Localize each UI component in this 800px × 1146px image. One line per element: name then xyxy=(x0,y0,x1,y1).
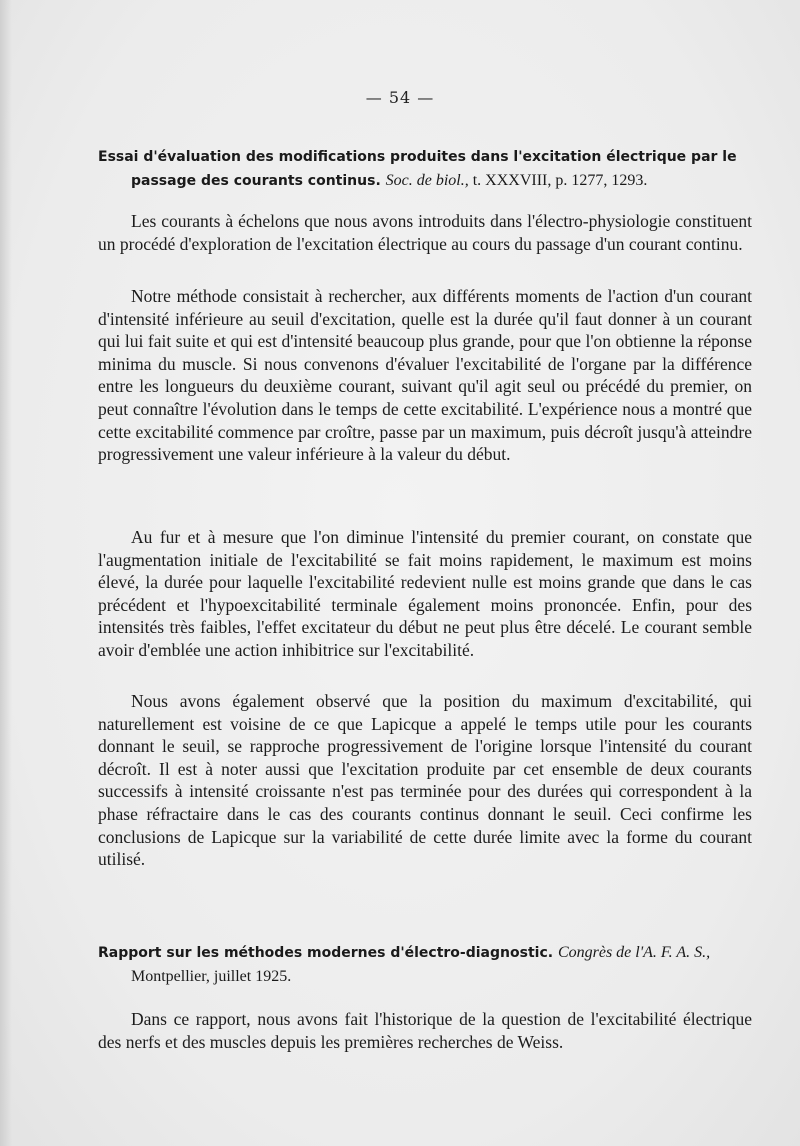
paragraph: Les courants à échelons que nous avons introduits dans l'électro-physiologie constituent un procédé d'exploration de l'excitation électrique au cours du passage d'un courant continu. xyxy=(98,211,752,254)
binding-shadow xyxy=(0,0,12,1146)
paragraph: Nous avons également observé que la position du maximum d'excitabilité, qui naturellement est voisine de ce que Lapicque a appelé le temps utile pour les courants donnant le seuil, se rapproche progressivement de l'origine lorsque l'intensité du courant décroît. Il est à noter aussi que l'excitation produite par cet ensemble de deux courants successifs à intensité croissante n'est pas terminée pour des durées qui correspondent à la phase réfractaire dans le cas des courants continus donnant le seuil. Ceci confirme les conclusions de Lapicque sur la variabilité de cette durée limite avec la forme du courant utilisé. xyxy=(98,691,752,870)
page-number: — 54 — xyxy=(365,88,435,107)
paragraph: Notre méthode consistait à rechercher, aux différents moments de l'action d'un courant d'intensité inférieure au seuil d'excitation, quelle est la durée qu'il faut donner à un courant qui lui fait suite et qui est d'intensité beaucoup plus grande, pour que l'on obtienne la réponse minima du muscle. Si nous convenons d'évaluer l'excitabilité de l'organe par la différence entre les longueurs du deuxième courant, suivant qu'il agit seul ou précédé du premier, on peut connaître l'évolution dans le temps de cette excitabilité. L'expérience nous a montré que cette excitabilité commence par croître, passe par un maximum, puis décroît jusqu'à atteindre progressivement une valeur inférieure à la valeur du début. xyxy=(98,286,752,465)
section-heading-2 xyxy=(98,941,752,989)
volume-pages: t. XXXVIII, p. 1277, 1293. xyxy=(468,172,648,189)
section-heading-1 xyxy=(98,146,752,193)
heading-citation xyxy=(558,944,710,961)
journal-name: Soc. de biol., xyxy=(385,172,469,189)
heading-title: Rapport sur les méthodes modernes d'électro-diagnostic. xyxy=(98,945,554,961)
paragraph: Au fur et à mesure que l'on diminue l'intensité du premier courant, on constate que l'augmentation initiale de l'excitabilité se fait moins rapidement, le maximum est moins élevé, la durée pour laquelle l'excitabilité redevient nulle est moins grande que dans le cas précédent et l'hypoexcitabilité terminale également moins prononcée. Enfin, pour des intensités très faibles, l'effet excitateur du début ne peut plus être décelé. Le courant semble avoir d'emblée une action inhibitrice sur l'excitabilité. xyxy=(98,527,752,660)
heading-title-continuation: Montpellier, juillet 1925. xyxy=(131,968,292,985)
heading-title-continuation: passage des courants continus. Soc. de biol., t. XXXVIII, p. 1277, 1293. xyxy=(131,172,648,189)
paragraph: Dans ce rapport, nous avons fait l'historique de la question de l'excitabilité électrique des nerfs et des muscles depuis les premières recherches de Weiss. xyxy=(98,1009,752,1052)
heading-citation xyxy=(386,172,648,189)
journal-name: Congrès de l'A. F. A. S., xyxy=(557,944,711,961)
heading-title: Essai d'évaluation des modifications produites dans l'excitation électrique par le xyxy=(98,149,737,165)
